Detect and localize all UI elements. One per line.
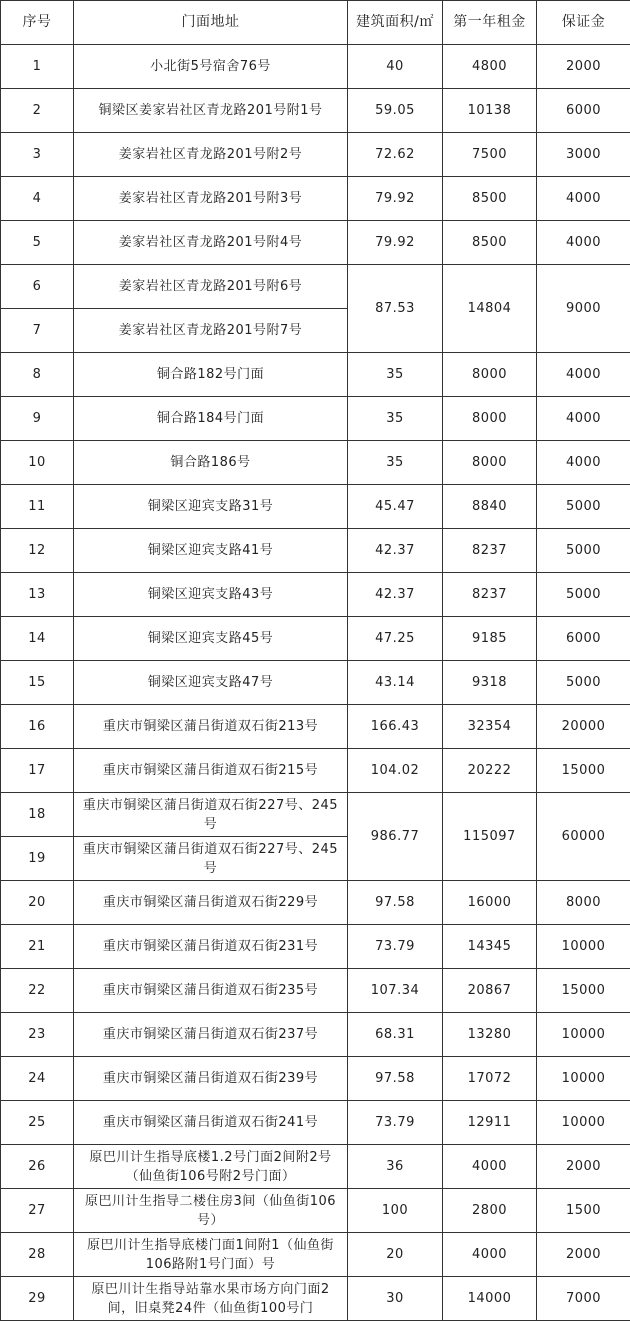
- cell-area: 107.34: [348, 969, 443, 1013]
- cell-rent: 115097: [443, 793, 537, 881]
- cell-no: 8: [1, 353, 74, 397]
- cell-area: 20: [348, 1233, 443, 1277]
- table-row: [1, 1233, 630, 1277]
- cell-rent: 16000: [443, 881, 537, 925]
- table-row: [1, 617, 630, 661]
- table-row: [1, 1189, 630, 1233]
- cell-address: 铜梁区迎宾支路47号: [74, 661, 348, 705]
- cell-deposit: 4000: [537, 353, 630, 397]
- cell-address: 铜梁区迎宾支路45号: [74, 617, 348, 661]
- cell-area: 72.62: [348, 133, 443, 177]
- cell-address: 铜梁区姜家岩社区青龙路201号附1号: [74, 89, 348, 133]
- cell-rent: 9185: [443, 617, 537, 661]
- cell-area: 79.92: [348, 221, 443, 265]
- cell-address: 重庆市铜梁区蒲吕街道双石街229号: [74, 881, 348, 925]
- cell-area: 79.92: [348, 177, 443, 221]
- cell-deposit: 1500: [537, 1189, 630, 1233]
- cell-no: 18: [1, 793, 74, 837]
- table-row: [1, 749, 630, 793]
- cell-no: 28: [1, 1233, 74, 1277]
- cell-address: 铜梁区迎宾支路43号: [74, 573, 348, 617]
- cell-rent: 20867: [443, 969, 537, 1013]
- cell-rent: 4800: [443, 45, 537, 89]
- cell-deposit: 5000: [537, 573, 630, 617]
- cell-no: 29: [1, 1277, 74, 1321]
- cell-no: 15: [1, 661, 74, 705]
- cell-no: 3: [1, 133, 74, 177]
- cell-address: 姜家岩社区青龙路201号附6号: [74, 265, 348, 309]
- table-row: [1, 89, 630, 133]
- cell-deposit: 6000: [537, 617, 630, 661]
- cell-deposit: 10000: [537, 925, 630, 969]
- cell-address: 原巴川计生指导二楼住房3间（仙鱼街106号）: [74, 1189, 348, 1233]
- cell-no: 1: [1, 45, 74, 89]
- cell-area: 68.31: [348, 1013, 443, 1057]
- cell-area: 42.37: [348, 529, 443, 573]
- cell-no: 19: [1, 837, 74, 881]
- cell-rent: 13280: [443, 1013, 537, 1057]
- cell-area: 97.58: [348, 1057, 443, 1101]
- cell-rent: 8237: [443, 529, 537, 573]
- cell-address: 重庆市铜梁区蒲吕街道双石街231号: [74, 925, 348, 969]
- table-row: [1, 1277, 630, 1321]
- cell-deposit: 6000: [537, 89, 630, 133]
- cell-rent: 32354: [443, 705, 537, 749]
- cell-deposit: 2000: [537, 1145, 630, 1189]
- table-row: [1, 397, 630, 441]
- cell-no: 6: [1, 265, 74, 309]
- table-row: [1, 177, 630, 221]
- cell-rent: 8500: [443, 221, 537, 265]
- table-row: [1, 1013, 630, 1057]
- cell-deposit: 8000: [537, 881, 630, 925]
- cell-address: 姜家岩社区青龙路201号附4号: [74, 221, 348, 265]
- cell-address: 铜梁区迎宾支路31号: [74, 485, 348, 529]
- cell-area: 40: [348, 45, 443, 89]
- cell-no: 25: [1, 1101, 74, 1145]
- header-area: 建筑面积/㎡: [348, 1, 443, 45]
- table-row: [1, 265, 630, 309]
- table-row: [1, 485, 630, 529]
- cell-deposit: 4000: [537, 441, 630, 485]
- cell-rent: 20222: [443, 749, 537, 793]
- header-deposit: 保证金: [537, 1, 630, 45]
- cell-address: 小北街5号宿舍76号: [74, 45, 348, 89]
- cell-area: 43.14: [348, 661, 443, 705]
- table-row: [1, 529, 630, 573]
- cell-area: 35: [348, 441, 443, 485]
- cell-address: 原巴川计生指导底楼门面1间附1（仙鱼街106路附1号门面）号: [74, 1233, 348, 1277]
- cell-deposit: 10000: [537, 1057, 630, 1101]
- table-row: [1, 705, 630, 749]
- table-row: [1, 1101, 630, 1145]
- cell-rent: 12911: [443, 1101, 537, 1145]
- cell-no: 13: [1, 573, 74, 617]
- cell-no: 9: [1, 397, 74, 441]
- cell-deposit: 4000: [537, 397, 630, 441]
- cell-rent: 8237: [443, 573, 537, 617]
- table-row: [1, 925, 630, 969]
- table-row: [1, 45, 630, 89]
- cell-no: 4: [1, 177, 74, 221]
- cell-address: 姜家岩社区青龙路201号附7号: [74, 309, 348, 353]
- cell-deposit: 9000: [537, 265, 630, 353]
- cell-no: 20: [1, 881, 74, 925]
- cell-address: 原巴川计生指导站靠水果市场方向门面2间，旧桌凳24件（仙鱼街100号门: [74, 1277, 348, 1321]
- cell-no: 26: [1, 1145, 74, 1189]
- cell-rent: 4000: [443, 1233, 537, 1277]
- cell-no: 17: [1, 749, 74, 793]
- cell-no: 10: [1, 441, 74, 485]
- cell-rent: 14804: [443, 265, 537, 353]
- cell-no: 14: [1, 617, 74, 661]
- cell-address: 铜合路184号门面: [74, 397, 348, 441]
- cell-area: 166.43: [348, 705, 443, 749]
- cell-deposit: 2000: [537, 1233, 630, 1277]
- cell-deposit: 4000: [537, 221, 630, 265]
- cell-address: 重庆市铜梁区蒲吕街道双石街237号: [74, 1013, 348, 1057]
- cell-rent: 10138: [443, 89, 537, 133]
- cell-area: 73.79: [348, 1101, 443, 1145]
- cell-no: 5: [1, 221, 74, 265]
- cell-rent: 7500: [443, 133, 537, 177]
- cell-rent: 14000: [443, 1277, 537, 1321]
- table-row: [1, 793, 630, 837]
- cell-address: 重庆市铜梁区蒲吕街道双石街227号、245号: [74, 837, 348, 881]
- cell-deposit: 5000: [537, 529, 630, 573]
- cell-rent: 4000: [443, 1145, 537, 1189]
- cell-address: 重庆市铜梁区蒲吕街道双石街235号: [74, 969, 348, 1013]
- table-row: [1, 353, 630, 397]
- cell-deposit: 4000: [537, 177, 630, 221]
- cell-area: 59.05: [348, 89, 443, 133]
- cell-rent: 17072: [443, 1057, 537, 1101]
- table-row: [1, 881, 630, 925]
- cell-area: 97.58: [348, 881, 443, 925]
- cell-area: 42.37: [348, 573, 443, 617]
- cell-address: 铜合路182号门面: [74, 353, 348, 397]
- cell-deposit: 5000: [537, 485, 630, 529]
- table-row: [1, 133, 630, 177]
- cell-rent: 14345: [443, 925, 537, 969]
- cell-deposit: 2000: [537, 45, 630, 89]
- cell-address: 姜家岩社区青龙路201号附3号: [74, 177, 348, 221]
- cell-area: 45.47: [348, 485, 443, 529]
- cell-deposit: 15000: [537, 969, 630, 1013]
- cell-rent: 8000: [443, 441, 537, 485]
- cell-address: 铜梁区迎宾支路41号: [74, 529, 348, 573]
- cell-no: 7: [1, 309, 74, 353]
- table-row: [1, 1145, 630, 1189]
- cell-deposit: 60000: [537, 793, 630, 881]
- cell-area: 30: [348, 1277, 443, 1321]
- cell-deposit: 20000: [537, 705, 630, 749]
- cell-address: 铜合路186号: [74, 441, 348, 485]
- cell-deposit: 10000: [537, 1101, 630, 1145]
- cell-deposit: 3000: [537, 133, 630, 177]
- cell-area: 87.53: [348, 265, 443, 353]
- cell-no: 27: [1, 1189, 74, 1233]
- cell-area: 104.02: [348, 749, 443, 793]
- cell-rent: 8000: [443, 397, 537, 441]
- table-row: [1, 661, 630, 705]
- cell-rent: 8000: [443, 353, 537, 397]
- cell-no: 12: [1, 529, 74, 573]
- table-row: [1, 221, 630, 265]
- cell-address: 重庆市铜梁区蒲吕街道双石街227号、245号: [74, 793, 348, 837]
- cell-area: 73.79: [348, 925, 443, 969]
- cell-address: 原巴川计生指导底楼1.2号门面2间附2号（仙鱼街106号附2号门面）: [74, 1145, 348, 1189]
- table-row: [1, 441, 630, 485]
- cell-area: 35: [348, 353, 443, 397]
- cell-address: 姜家岩社区青龙路201号附2号: [74, 133, 348, 177]
- cell-address: 重庆市铜梁区蒲吕街道双石街239号: [74, 1057, 348, 1101]
- cell-rent: 8840: [443, 485, 537, 529]
- header-rent: 第一年租金: [443, 1, 537, 45]
- cell-area: 47.25: [348, 617, 443, 661]
- table-row: [1, 969, 630, 1013]
- cell-deposit: 5000: [537, 661, 630, 705]
- header-row: [1, 1, 630, 45]
- cell-no: 24: [1, 1057, 74, 1101]
- cell-deposit: 7000: [537, 1277, 630, 1321]
- cell-rent: 9318: [443, 661, 537, 705]
- cell-address: 重庆市铜梁区蒲吕街道双石街241号: [74, 1101, 348, 1145]
- cell-no: 11: [1, 485, 74, 529]
- table-row: [1, 1057, 630, 1101]
- cell-deposit: 15000: [537, 749, 630, 793]
- header-no: 序号: [1, 1, 74, 45]
- cell-area: 35: [348, 397, 443, 441]
- table-body: [1, 45, 630, 1321]
- table-row: [1, 573, 630, 617]
- cell-address: 重庆市铜梁区蒲吕街道双石街215号: [74, 749, 348, 793]
- cell-address: 重庆市铜梁区蒲吕街道双石街213号: [74, 705, 348, 749]
- cell-rent: 8500: [443, 177, 537, 221]
- cell-no: 2: [1, 89, 74, 133]
- cell-rent: 2800: [443, 1189, 537, 1233]
- cell-area: 36: [348, 1145, 443, 1189]
- cell-area: 986.77: [348, 793, 443, 881]
- header-address: 门面地址: [74, 1, 348, 45]
- cell-deposit: 10000: [537, 1013, 630, 1057]
- cell-area: 100: [348, 1189, 443, 1233]
- cell-no: 21: [1, 925, 74, 969]
- cell-no: 22: [1, 969, 74, 1013]
- cell-no: 23: [1, 1013, 74, 1057]
- cell-no: 16: [1, 705, 74, 749]
